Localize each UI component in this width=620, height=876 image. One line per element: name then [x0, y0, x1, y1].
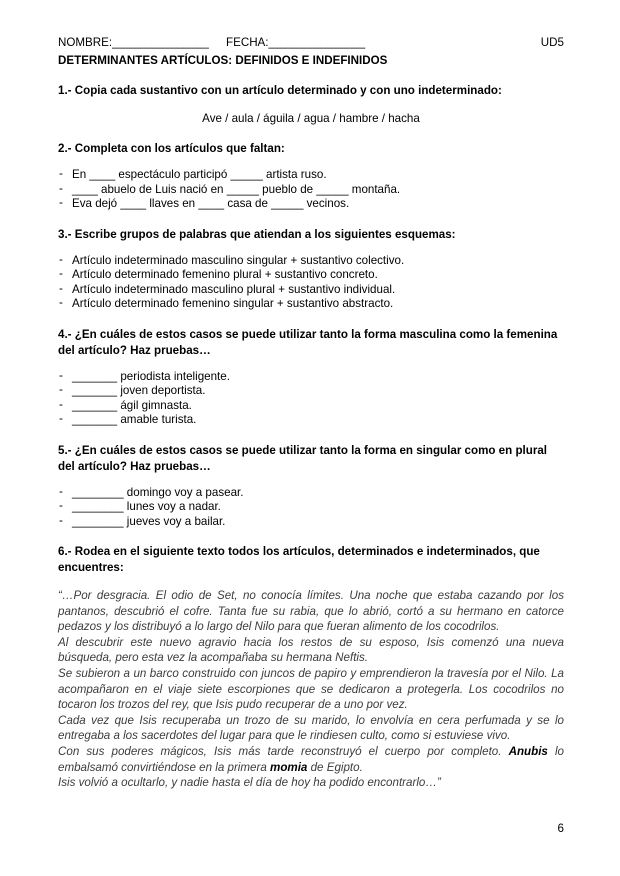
list-item: - Artículo determinado femenino singular + sustantivo abstracto.	[59, 296, 394, 310]
story-paragraph: Se subieron a un barco construido con juncos de papiro y emprendieron la travesía por el Nilo. La acompañaron en el viaje siete escorpiones que se dedicaron a protegerla. Los cocodrilos no tocaron los trozos del rey, que Isis pudo recuperar de a uno por vez.	[58, 666, 564, 712]
page-title: DETERMINANTES ARTÍCULOS: DEFINIDOS E INDEFINIDOS	[58, 54, 388, 67]
question-1-words: Ave / aula / águila / agua / hambre / hacha	[202, 112, 420, 125]
list-item: - _______ joven deportista.	[59, 383, 206, 397]
header-unit: UD5	[540, 36, 564, 49]
list-item: - ________ lunes voy a nadar.	[59, 499, 221, 513]
list-item: - Artículo indeterminado masculino singular + sustantivo colectivo.	[59, 252, 405, 267]
bold-anubis: Anubis	[508, 744, 548, 758]
question-2-list	[58, 168, 564, 212]
story-paragraph: “…Por desgracia. El odio de Set, no conocía límites. Una noche que estaba cazando por los pantanos, descubrió el cofre. Tanta fue su rabia, que lo abrió, cortó a su hermano en catorce pedazos y los distribuyó a lo largo del Nilo para que fueran alimento de los cocodrilos.	[58, 589, 564, 634]
list-item: - En ____ espectáculo participó _____ artista ruso.	[59, 167, 327, 181]
story-paragraph: Con sus poderes mágicos, Isis más tarde reconstruyó el cuerpo por completo. Anubis lo embalsamó convirtiéndose en la primera momia de Egipto.	[58, 744, 564, 774]
question-2: 2.- Completa con los artículos que faltan:	[58, 142, 285, 155]
question-5-list	[58, 486, 564, 530]
question-4-list	[58, 370, 564, 428]
question-4: 4.- ¿En cuáles de estos casos se puede utilizar tanto la forma masculina como la femenina del artículo? Haz pruebas…	[58, 327, 558, 357]
list-item: - ________ jueves voy a bailar.	[59, 513, 226, 528]
question-3: 3.- Escribe grupos de palabras que atiendan a los siguientes esquemas:	[58, 227, 456, 241]
list-item: - _______ ágil gimnasta.	[59, 397, 192, 412]
list-item: - Artículo indeterminado masculino plural + sustantivo individual.	[59, 281, 396, 296]
story-paragraph: Al descubrir este nuevo agravio hacia los restos de su esposo, Isis comenzó una nueva búsqueda, pero esta vez la acompañaba su hermana Neftis.	[58, 635, 564, 665]
header-date-field: FECHA:_______________	[226, 36, 366, 49]
question-1: 1.- Copia cada sustantivo con un artículo determinado y con uno indeterminado:	[58, 84, 502, 97]
question-6: 6.- Rodea en el siguiente texto todos los artículos, determinados e indeterminados, que encuentres:	[58, 545, 540, 574]
list-item: - Artículo determinado femenino plural + sustantivo concreto.	[59, 267, 378, 281]
question-3-list	[58, 254, 564, 312]
list-item: - ________ domingo voy a pasear.	[59, 484, 244, 499]
header-row	[58, 36, 564, 50]
header-name-field: NOMBRE:_______________	[58, 36, 209, 49]
story-paragraph: Isis volvió a ocultarlo, y nadie hasta el día de hoy ha podido encontrarlo…”	[58, 776, 441, 790]
page-number: 6	[557, 822, 564, 835]
story-paragraph: Cada vez que Isis recuperaba un trozo de su marido, lo envolvía en cera perfumada y se lo entregaba a los sacerdotes del lugar para que le rindiesen culto, como si estuviese vivo.	[58, 713, 564, 743]
question-5: 5.- ¿En cuáles de estos casos se puede utilizar tanto la forma en singular como en plural del artículo? Haz pruebas…	[58, 443, 548, 473]
worksheet	[58, 36, 564, 791]
story-text	[58, 588, 564, 791]
list-item: - ____ abuelo de Luis nació en _____ pueblo de _____ montaña.	[59, 181, 401, 196]
list-item: - _______ periodista inteligente.	[59, 368, 230, 383]
list-item: - _______ amable turista.	[59, 412, 197, 426]
bold-momia: momia	[270, 760, 308, 774]
list-item: - Eva dejó ____ llaves en ____ casa de _____ vecinos.	[59, 196, 350, 210]
